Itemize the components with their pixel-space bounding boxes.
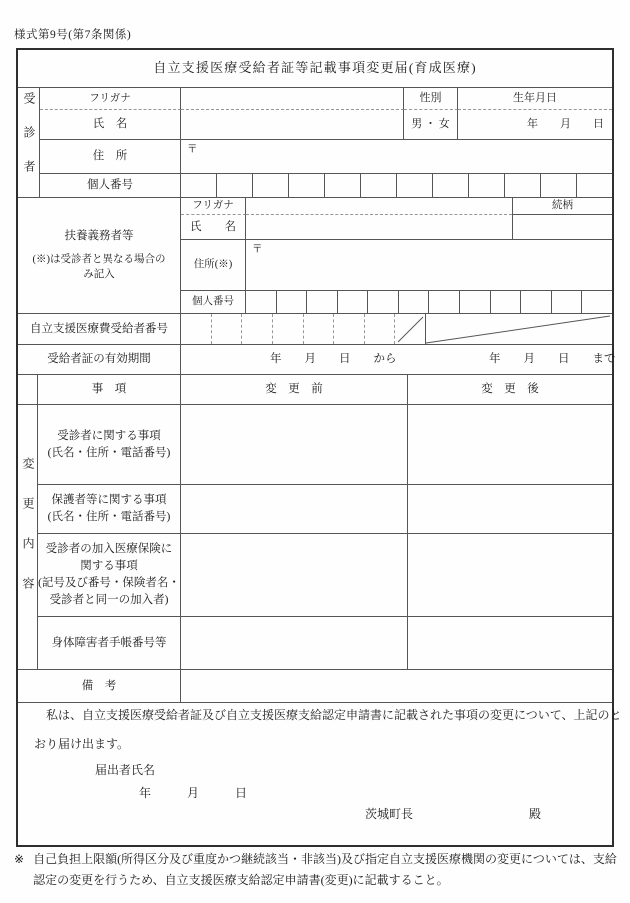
change-before-field	[181, 405, 408, 485]
digit-box	[337, 291, 368, 313]
dependent-furigana-label: フリガナ	[181, 198, 246, 215]
digit-box	[468, 174, 504, 197]
change-row-line: 受診者に関する事項	[57, 429, 161, 442]
change-row-line: (氏名・住所・電話番号)	[47, 511, 171, 523]
change-before-field	[181, 534, 408, 617]
changes-col-after: 変 更 後	[408, 375, 612, 405]
patient-name-label: 氏 名	[40, 110, 181, 140]
changes-col-item: 事 項	[38, 375, 181, 405]
sex-label: 性別	[404, 88, 458, 110]
digit-box	[246, 291, 276, 313]
declaration-date-units: 年 月 日	[139, 786, 248, 800]
change-before-field	[181, 485, 408, 534]
footnote-line2: 認定の変更を行うため、自立支援医療支給認定申請書(変更)に記載すること。	[33, 872, 449, 887]
addressee: 茨城町長	[365, 807, 414, 821]
footnote	[14, 849, 620, 890]
change-after-field	[408, 485, 612, 534]
patient-furigana-label: フリガナ	[40, 88, 181, 110]
change-row-line: 保護者等に関する事項	[51, 494, 167, 506]
validity-label: 受給者証の有効期間	[18, 345, 181, 375]
digit-box	[581, 291, 612, 313]
digit-box	[276, 291, 307, 313]
change-row-line: 受診者と同一の加入者)	[49, 594, 169, 606]
honorific: 殿	[529, 807, 542, 821]
changes-header-spacer	[18, 375, 38, 405]
change-row-patient-label	[38, 405, 181, 485]
applicant-name-label: 届出者氏名	[95, 763, 156, 777]
change-after-field	[408, 405, 612, 485]
digit-box	[324, 174, 360, 197]
dependent-personal-number-boxes	[246, 291, 612, 314]
digit-box	[360, 174, 396, 197]
digit-box	[432, 174, 468, 197]
declaration-line1: 私は、自立支援医療受給者証及び自立支援医療支給認定申請書に記載された事項の変更について、上記のと	[34, 708, 622, 722]
birthdate-units: 年 月 日	[458, 110, 612, 140]
validity-from: 年 月 日 から	[270, 353, 397, 366]
digit-box	[551, 291, 582, 313]
form-title: 自立支援医療受給者証等記載事項変更届(育成医療)	[18, 50, 612, 88]
footnote-line1: 自己負担上限額(所得区分及び重度かつ継続該当・非該当)及び指定自立支援医療機関の変更については、支給	[33, 852, 617, 866]
digit-box	[367, 291, 398, 313]
dependent-title: 扶養義務者等	[64, 229, 134, 242]
digit-box	[288, 174, 324, 197]
digit-box	[396, 174, 432, 197]
change-row-insurance-label	[38, 534, 181, 617]
declaration-line2: おり届け出ます。	[34, 737, 130, 751]
patient-name-field	[181, 110, 404, 140]
relationship-field	[512, 215, 612, 240]
change-row-line: 身体障害者手帳番号等	[51, 636, 167, 649]
form-number: 様式第9号(第7条関係)	[14, 29, 132, 41]
patient-personal-number-label: 個人番号	[40, 174, 181, 198]
change-row-line: (記号及び番号・保険者名・	[38, 577, 180, 589]
digit-box	[459, 291, 490, 313]
change-row-guardian-label	[38, 485, 181, 534]
postal-mark: 〒	[187, 144, 198, 155]
validity-to: 年 月 日 まで	[489, 353, 616, 366]
recipient-number-field	[181, 314, 612, 345]
change-row-line: 関する事項	[80, 560, 138, 572]
digit-box	[252, 174, 288, 197]
birthdate-label: 生年月日	[458, 88, 612, 110]
sex-options: 男 ・ 女	[404, 110, 458, 140]
remarks-field	[181, 670, 612, 703]
dependent-address-field	[246, 240, 612, 291]
digit-box	[181, 174, 216, 197]
change-row-line: 受診者の加入医療保険に	[45, 543, 173, 555]
patient-address-label: 住 所	[40, 140, 181, 174]
change-after-field	[408, 617, 612, 670]
dependent-name-label: 氏 名	[181, 215, 246, 240]
change-before-field	[181, 617, 408, 670]
digit-box	[216, 174, 252, 197]
relationship-label: 続柄	[512, 198, 612, 215]
patient-section-label: 受診者	[18, 88, 40, 198]
digit-box	[576, 174, 612, 197]
validity-field	[181, 345, 616, 375]
patient-personal-number-boxes	[181, 174, 612, 198]
change-after-field	[408, 534, 612, 617]
change-row-line: (氏名・住所・電話番号)	[47, 446, 171, 459]
form-table	[16, 48, 622, 847]
diagonal-strikethrough	[181, 314, 612, 345]
recipient-number-label: 自立支援医療費受給者番号	[18, 314, 181, 345]
change-row-handbook-label	[38, 617, 181, 670]
remarks-label: 備 考	[18, 670, 181, 703]
digit-box	[520, 291, 551, 313]
dependent-address-label: 住所(※)	[181, 240, 246, 291]
changes-col-before: 変 更 前	[181, 375, 408, 405]
digit-box	[428, 291, 459, 313]
patient-address-field	[181, 140, 612, 174]
dependent-furigana-field	[246, 198, 512, 215]
digit-box	[490, 291, 521, 313]
dependent-section-label	[18, 198, 181, 314]
patient-furigana-field	[181, 88, 404, 110]
postal-mark: 〒	[252, 244, 263, 255]
digit-box	[540, 174, 576, 197]
changes-section-label: 変更内容	[18, 405, 38, 670]
digit-box	[504, 174, 540, 197]
footnote-marker: ※	[14, 852, 25, 866]
digit-box	[306, 291, 337, 313]
dependent-personal-number-label: 個人番号	[181, 291, 246, 314]
dependent-note-line2: み記入	[83, 269, 115, 281]
dependent-note-line1: (※)は受診者と異なる場合の	[32, 254, 166, 266]
digit-box	[398, 291, 429, 313]
dependent-name-field	[246, 215, 512, 240]
